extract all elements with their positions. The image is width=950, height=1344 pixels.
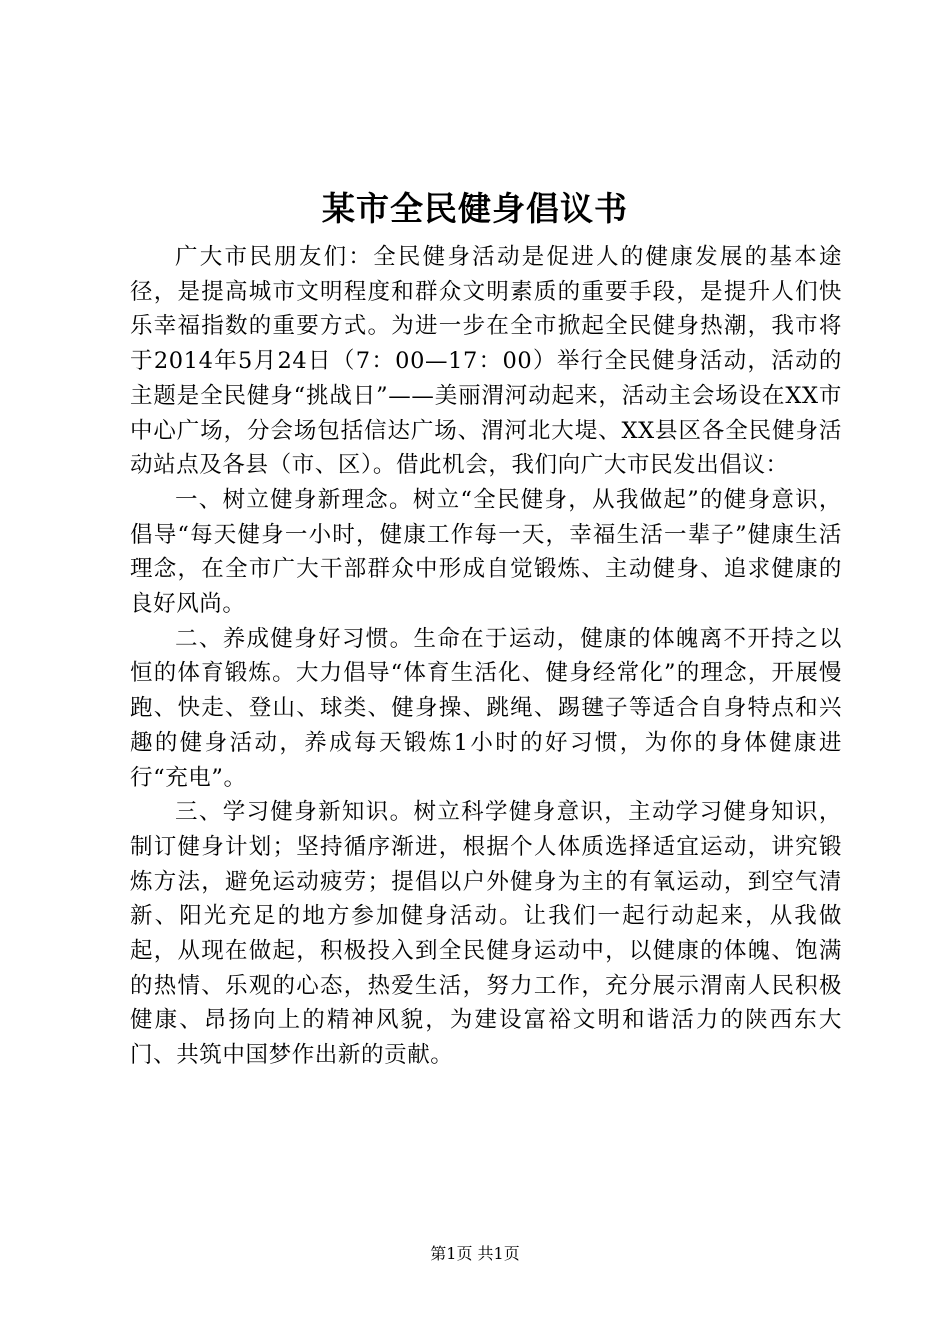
paragraph-section-3: 三、学习健身新知识。树立科学健身意识，主动学习健身知识，制订健身计划；坚持循序渐进，根据个人体质选择适宜运动，讲究锻炼方法，避免运动疲劳；提倡以户外健身为主的有氧运动，到空气清新、阳光充足的地方参加健身活动。让我们一起行动起来，从我做起，从现在做起，积极投入到全民健身运动中，以健康的体魄、饱满的热情、乐观的心态，热爱生活，努力工作，充分展示渭南人民积极健康、昂扬向上的精神风貌，为建设富裕文明和谐活力的陕西东大门、共筑中国梦作出新的贡献。 <box>130 799 842 1069</box>
page-footer: 第1页 共1页 <box>430 1244 520 1263</box>
paragraph-intro: 广大市民朋友们：全民健身活动是促进人的健康发展的基本途径，是提高城市文明程度和群众文明素质的重要手段，是提升人们快乐幸福指数的重要方式。为进一步在全市掀起全民健身热潮，我市将于2014年5月24日（7：00—17：00）举行全民健身活动，活动的主题是全民健身“挑战日”——美丽渭河动起来，活动主会场设在XX市中心广场，分会场包括信达广场、渭河北大堤、XX县区各全民健身活动站点及各县（市、区）。借此机会，我们向广大市民发出倡议： <box>130 244 842 479</box>
paragraph-section-1: 一、树立健身新理念。树立“全民健身，从我做起”的健身意识，倡导“每天健身一小时，健康工作每一天，幸福生活一辈子”健康生活理念，在全市广大干部群众中形成自觉锻炼、主动健身、追求健康的良好风尚。 <box>130 486 842 618</box>
paragraph-section-2: 二、养成健身好习惯。生命在于运动，健康的体魄离不开持之以恒的体育锻炼。大力倡导“体育生活化、健身经常化”的理念，开展慢跑、快走、登山、球类、健身操、跳绳、踢毽子等适合自身特点和兴趣的健身活动，养成每天锻炼1小时的好习惯，为你的身体健康进行“充电”。 <box>130 625 842 791</box>
document-body <box>130 240 842 1073</box>
document-title: 某市全民健身倡议书 <box>322 189 628 228</box>
